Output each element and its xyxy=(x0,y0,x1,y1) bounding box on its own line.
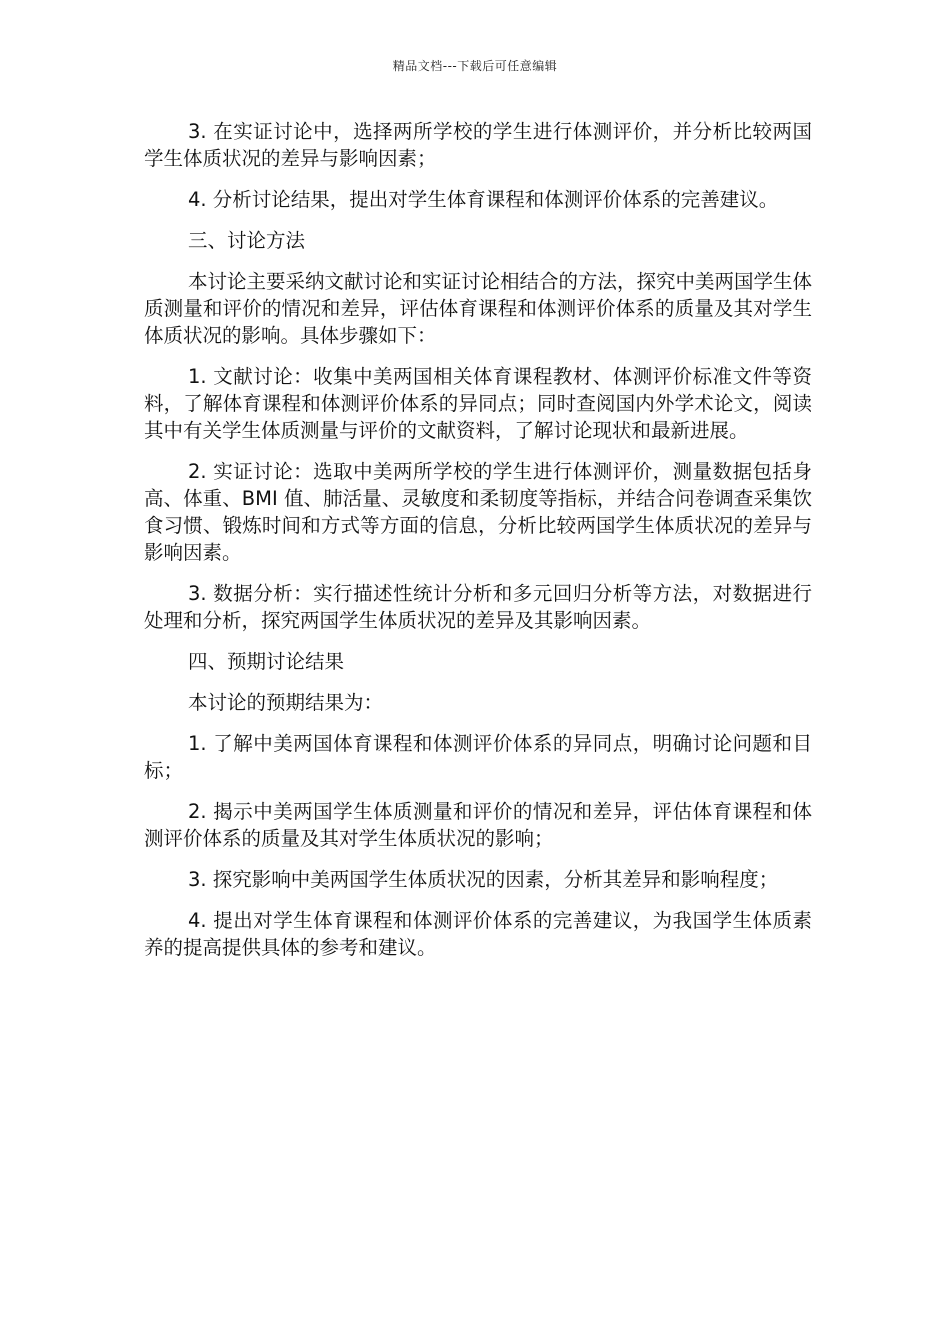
paragraph-result-4: 4. 提出对学生体育课程和体测评价体系的完善建议，为我国学生体质素养的提高提供具体的参考和建议。 xyxy=(144,909,812,959)
paragraph-result-1: 1. 了解中美两国体育课程和体测评价体系的异同点，明确讨论问题和目标； xyxy=(144,732,812,782)
paragraph-data-analysis: 3. 数据分析：实行描述性统计分析和多元回归分析等方法，对数据进行处理和分析，探究两国学生体质状况的差异及其影响因素。 xyxy=(144,582,812,632)
paragraph-result-3: 3. 探究影响中美两国学生体质状况的因素，分析其差异和影响程度； xyxy=(188,868,779,891)
paragraph-analysis-step: 4. 分析讨论结果，提出对学生体育课程和体测评价体系的完善建议。 xyxy=(188,188,779,211)
document-body xyxy=(144,118,812,975)
section-heading-expected-results: 四、预期讨论结果 xyxy=(188,650,345,673)
page-header: 精品文档---下载后可任意编辑 xyxy=(392,59,558,73)
paragraph-empirical-step: 3. 在实证讨论中，选择两所学校的学生进行体测评价，并分析比较两国学生体质状况的差异与影响因素； xyxy=(144,120,812,170)
paragraph-empirical-study: 2. 实证讨论：选取中美两所学校的学生进行体测评价，测量数据包括身高、体重、BMI 值、肺活量、灵敏度和柔韧度等指标，并结合问卷调查采集饮食习惯、锻炼时间和方式等方面的信息，分析比较两国学生体质状况的差异与影响因素。 xyxy=(144,460,812,564)
paragraph-methods-intro: 本讨论主要采纳文献讨论和实证讨论相结合的方法，探究中美两国学生体质测量和评价的情况和差异，评估体育课程和体测评价体系的质量及其对学生体质状况的影响。具体步骤如下： xyxy=(144,270,813,347)
paragraph-result-2: 2. 揭示中美两国学生体质测量和评价的情况和差异，评估体育课程和体测评价体系的质量及其对学生体质状况的影响； xyxy=(144,800,812,850)
paragraph-results-intro: 本讨论的预期结果为： xyxy=(188,691,384,714)
section-heading-methods: 三、讨论方法 xyxy=(188,229,306,252)
paragraph-literature-review: 1. 文献讨论：收集中美两国相关体育课程教材、体测评价标准文件等资料，了解体育课程和体测评价体系的异同点；同时查阅国内外学术论文，阅读其中有关学生体质测量与评价的文献资料，了解讨论现状和最新进展。 xyxy=(144,365,812,442)
